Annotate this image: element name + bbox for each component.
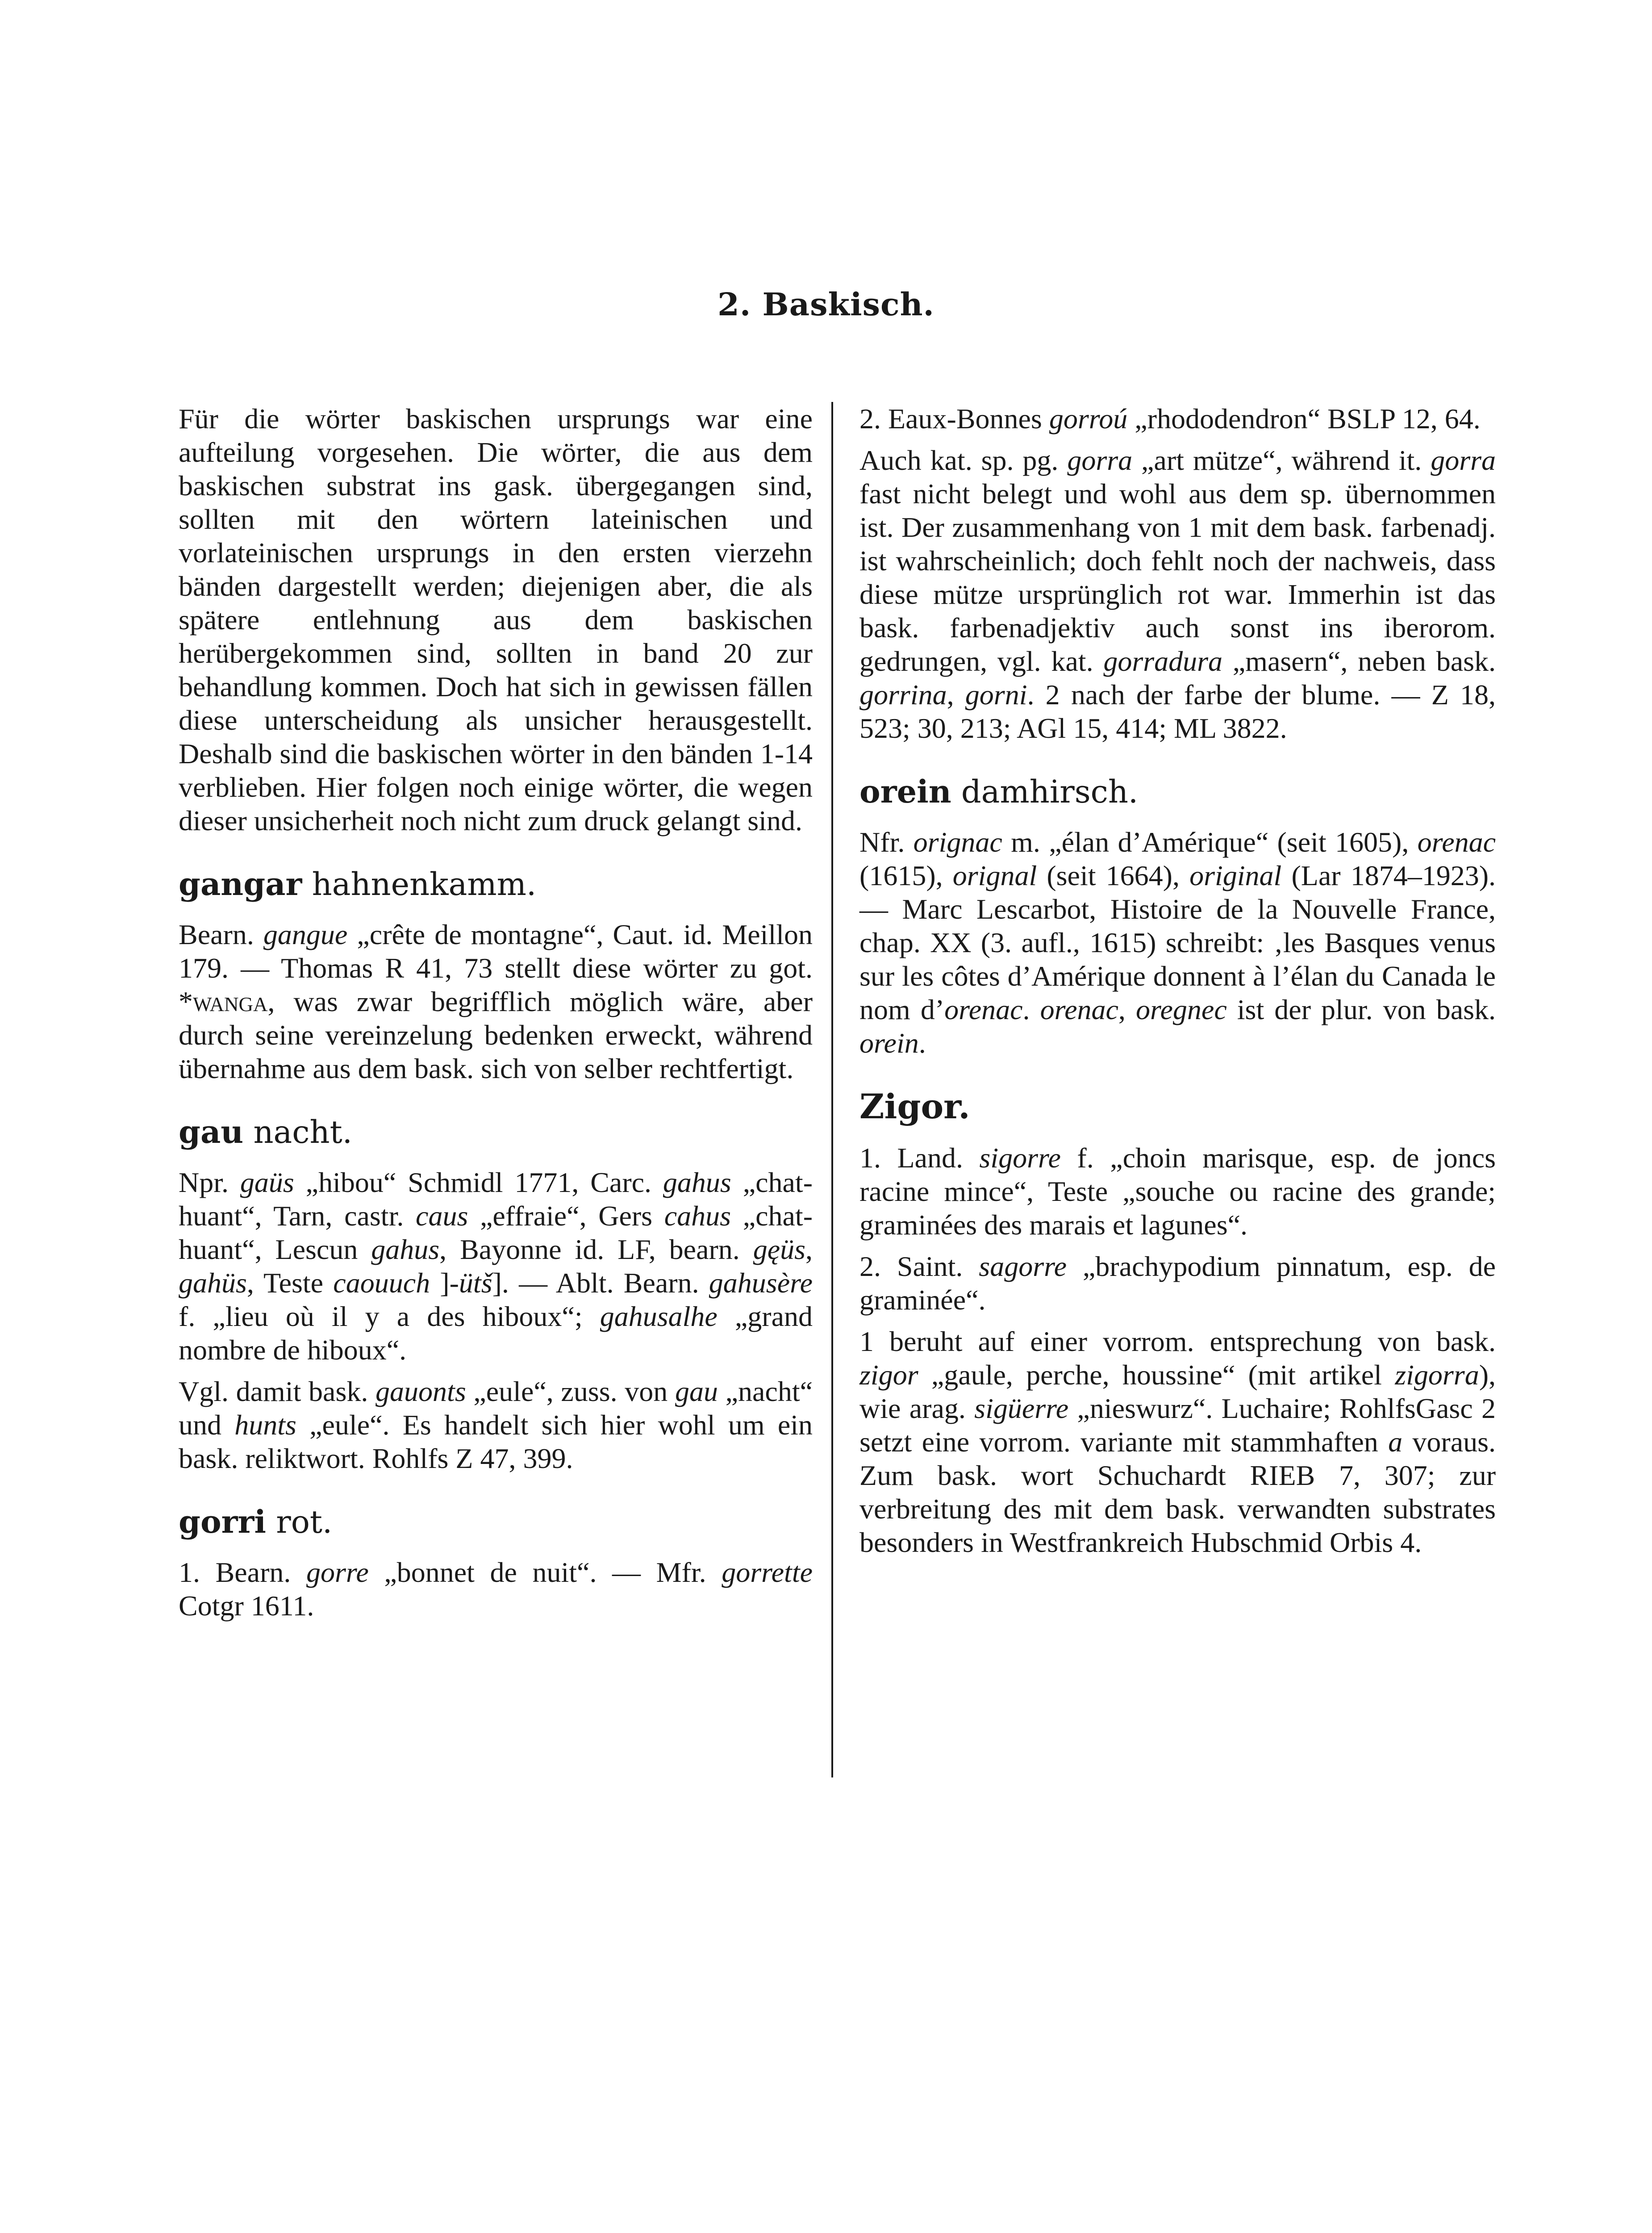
entry-orein-paragraph: Nfr. orignac m. „élan d’Amérique“ (seit 1605), orenac (1615), orignal (seit 1664), original (Lar 1874–1923). — Marc Lescarbot, Histoire de la Nouvelle France, chap. XX (3. aufl., 1615) schreibt: ‚les Basques venus sur les côtes d’Amérique donnent à l’élan du Canada le nom d’orenac. orenac, oregnec ist der plur. von bask. orein. [859, 826, 1496, 1059]
entry-zigor-paragraph-3: 1 beruht auf einer vorrom. entsprechung von bask. zigor „gaule, perche, houssine“ (mit artikel zigorra), wie arag. sigüerre „nieswurz“. Luchaire; RohlfsGasc 2 setzt eine vorrom. variante mit stammhaften a voraus. Zum bask. wort Schuchardt RIEB 7, 307; zur verbreitung des mit dem bask. verwandten substrates besonders in Westfrankreich Hubschmid Orbis 4. [859, 1326, 1496, 1558]
gloss: damhirsch. [961, 774, 1139, 810]
entry-heading-zigor [859, 1089, 1496, 1125]
entry-gau-paragraph-1: Npr. gaüs „hibou“ Schmidl 1771, Carc. gahus „chat-huant“, Tarn, castr. caus „effraie“, Gers cahus „chat-huant“, Lescun gahus, Bayonne id. LF, bearn. gęüs, gahüs, Teste caouuch ]-ütš]. — Ablt. Bearn. gahusère f. „lieu où il y a des hiboux“; gahusalhe „grand nombre de hiboux“. [179, 1167, 813, 1366]
entry-gangar-paragraph: Bearn. gangue „crête de montagne“, Caut. id. Meillon 179. — Thomas R 41, 73 stellt diese wörter zu got. *wanga, was zwar begrifflich möglich wäre, aber durch seine vereinzelung bedenken erweckt, während übernahme aus dem bask. sich von selber rechtfertigt. [179, 919, 813, 1084]
headword: gau [179, 1113, 244, 1150]
entry-zigor-paragraph-1: 1. Land. sigorre f. „choin marisque, esp. de joncs racine mince“, Teste „souche ou racine des grande; graminées des marais et lagunes“. [859, 1142, 1496, 1241]
right-column [859, 402, 1496, 1559]
entry-gau-paragraph-2: Vgl. damit bask. gauonts „eule“, zuss. von gau „nacht“ und hunts „eule“. Es handelt sich hier wohl um ein bask. reliktwort. Rohlfs Z 47, 399. [179, 1376, 813, 1474]
entry-heading-orein [859, 774, 1496, 810]
entry-heading-gangar [179, 866, 813, 902]
page-title: 2. Baskisch. [718, 286, 934, 323]
headword: orein [859, 773, 951, 810]
intro-paragraph: Für die wörter baskischen ursprungs war eine aufteilung vorgesehen. Die wörter, die aus dem baskischen substrat ins gask. übergegangen sind, sollten mit den wörtern lateinischen und vorlateinischen ursprungs in den ersten vierzehn bänden dargestellt werden; diejenigen aber, die als spätere entlehnung aus dem baskischen herübergekommen sind, sollten in band 20 zur behandlung kommen. Doch hat sich in gewissen fällen diese unterscheidung als unsicher herausgestellt. Deshalb sind die baskischen wörter in den bänden 1-14 verblieben. Hier folgen noch einige wörter, die wegen dieser unsicherheit noch nicht zum druck gelangt sind. [179, 403, 813, 836]
entry-gorri-paragraph-1: 1. Bearn. gorre „bonnet de nuit“. — Mfr. gorrette Cotgr 1611. [179, 1556, 813, 1622]
headword: gangar [179, 866, 302, 903]
gloss: nacht. [253, 1114, 352, 1150]
gloss: rot. [276, 1504, 333, 1540]
entry-gorri-paragraph-2: 2. Eaux-Bonnes gorroú „rhododendron“ BSLP 12, 64. [859, 403, 1481, 435]
entry-heading-gau [179, 1114, 813, 1150]
entry-gorri-paragraph-3: Auch kat. sp. pg. gorra „art mütze“, während it. gorra fast nicht belegt und wohl aus dem sp. übernommen ist. Der zusammenhang von 1 mit dem bask. farbenadj. ist wahrscheinlich; doch fehlt noch der nachweis, dass diese mütze ursprünglich rot war. Immerhin ist das bask. farbenadjektiv auch sonst ins iberorom. gedrungen, vgl. kat. gorradura „masern“, neben bask. gorrina, gorni. 2 nach der farbe der blume. — Z 18, 523; 30, 213; AGl 15, 414; ML 3822. [859, 444, 1496, 744]
column-divider [831, 402, 833, 1777]
left-column [179, 402, 813, 1622]
headword: gorri [179, 1503, 266, 1540]
headword: Zigor. [859, 1087, 970, 1126]
gloss: hahnenkamm. [312, 866, 537, 903]
entry-zigor-paragraph-2: 2. Saint. sagorre „brachypodium pinnatum, esp. de graminée“. [859, 1250, 1496, 1316]
entry-heading-gorri [179, 1504, 813, 1540]
